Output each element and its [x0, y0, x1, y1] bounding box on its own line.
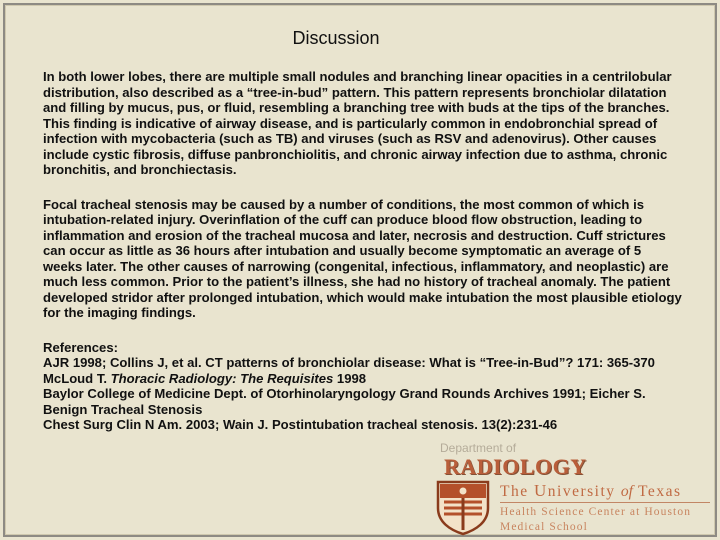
references-section	[43, 340, 683, 433]
slide-title: Discussion	[292, 28, 380, 49]
logo-divider	[500, 502, 710, 503]
medical-school-label: Medical School	[500, 521, 588, 533]
paragraph-tracheal-stenosis: Focal tracheal stenosis may be caused by a number of conditions, the most common of which is intubation-related injury. Overinflation of the cuff can produce blood flow obstruction, leading to inflammation and erosion of the tracheal mucosa and later, necrosis and destruction. Cuff strictures can occur as little as 36 hours after intubation and usually become symptomatic an average of 5 weeks later. The other causes of narrowing (congenital, infectious, inflammatory, and neoplastic) are much less common. Prior to the patient’s illness, she had no history of tracheal anomaly. The patient developed stridor after prolonged intubation, which would make intubation the most plausible etiology for the imaging findings.	[43, 196, 682, 320]
radiology-wordmark: RADIOLOGY	[444, 454, 587, 479]
reference-2-author: McLoud T.	[43, 370, 111, 386]
reference-2-year: 1998	[333, 370, 367, 386]
health-science-center-label: Health Science Center at Houston	[500, 506, 692, 518]
reference-2-title: Thoracic Radiology: The Requisites	[110, 370, 334, 386]
reference-2	[43, 371, 683, 387]
slide-body	[43, 69, 683, 433]
reference-1: AJR 1998; Collins J, et al. CT patterns of bronchiolar disease: What is “Tree-in-Bud”? 171: 365-370	[43, 355, 655, 370]
ut-shield-icon	[434, 480, 492, 536]
paragraph-tree-in-bud: In both lower lobes, there are multiple small nodules and branching linear opacities in a centrilobular distribution, also described as a “tree-in-bud” pattern. This pattern represents bronchiolar dilatation and filling by mucus, pus, or fluid, resembling a branching tree with buds at the tips of the branches. This finding is indicative of airway disease, and is particularly common in endobronchial spread of infection with mycobacteria (such as TB) and viruses (such as RSV and adenovirus). Other causes include cystic fibrosis, diffuse panbronchiolitis, and chronic airway infection due to asthma, chronic bronchitis, and bronchiectasis.	[43, 69, 672, 177]
university-wordmark: The University of Texas	[500, 481, 682, 500]
reference-4: Chest Surg Clin N Am. 2003; Wain J. Postintubation tracheal stenosis. 13(2):231-46	[43, 417, 558, 432]
department-watermark: Department of	[440, 441, 517, 455]
reference-3: Baylor College of Medicine Dept. of Otorhinolaryngology Grand Rounds Archives 1991; Eicher S. Benign Tracheal Stenosis	[43, 386, 646, 417]
references-heading: References:	[43, 339, 118, 355]
uthealth-radiology-logo	[430, 452, 715, 536]
